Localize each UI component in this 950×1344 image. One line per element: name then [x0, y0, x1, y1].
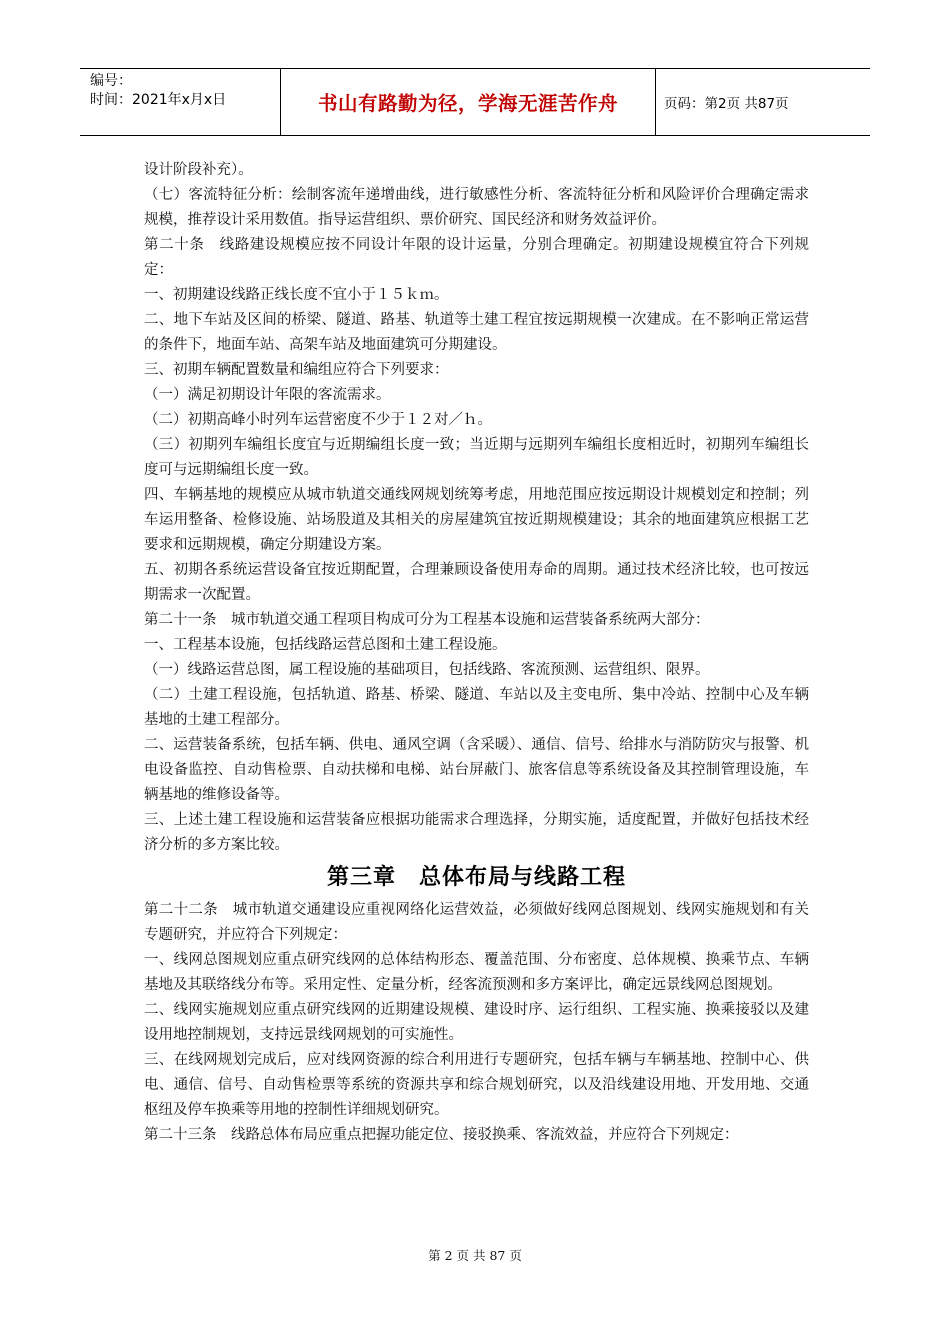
paragraph: 第二十三条 线路总体布局应重点把握功能定位、接驳换乘、客流效益，并应符合下列规定： — [144, 1127, 739, 1143]
paragraph: 三、上述土建工程设施和运营装备应根据功能需求合理选择，分期实施，适度配置，并做好包括技术经济分析的多方案比较。 — [144, 812, 809, 853]
document-body — [144, 158, 809, 1148]
paragraph: 一、初期建设线路正线长度不宜小于１５ｋｍ。 — [144, 287, 449, 303]
paragraph: 四、车辆基地的规模应从城市轨道交通线网规划统筹考虑，用地范围应按远期设计规模划定和控制；列车运用整备、检修设施、站场股道及其相关的房屋建筑宜按近期规模建设；其余的地面建筑应根据工艺要求和远期规模，确定分期建设方案。 — [144, 487, 809, 553]
paragraph: 第二十条 线路建设规模应按不同设计年限的设计运量，分别合理确定。初期建设规模宜符合下列规定： — [144, 237, 809, 278]
paragraph: （一）线路运营总图，属工程设施的基础项目，包括线路、客流预测、运营组织、限界。 — [144, 662, 710, 678]
paragraph: （三）初期列车编组长度宜与近期编组长度一致；当近期与远期列车编组长度相近时，初期列车编组长度可与远期编组长度一致。 — [144, 437, 809, 478]
paragraph: （七）客流特征分析：绘制客流年递增曲线，进行敏感性分析、客流特征分析和风险评价合理确定需求规模，推荐设计采用数值。指导运营组织、票价研究、国民经济和财务效益评价。 — [144, 187, 809, 228]
paragraph: 设计阶段补充）。 — [144, 162, 253, 178]
number-label: 编号： — [90, 73, 132, 89]
paragraph: 二、线网实施规划应重点研究线网的近期建设规模、建设时序、运行组织、工程实施、换乘接驳以及建设用地控制规划，支持远景线网规划的可实施性。 — [144, 1002, 809, 1043]
header-meta — [80, 69, 281, 135]
chapter-title: 第三章 总体布局与线路工程 — [326, 865, 626, 890]
time-label: 时间：2021年x月x日 — [90, 92, 227, 108]
paragraph: 一、线网总图规划应重点研究线网的总体结构形态、覆盖范围、分布密度、总体规模、换乘节点、车辆基地及其联络线分布等。采用定性、定量分析，经客流预测和多方案评比，确定远景线网总图规划。 — [144, 952, 809, 993]
paragraph: 二、运营装备系统，包括车辆、供电、通风空调（含采暖）、通信、信号、给排水与消防防灾与报警、机电设备监控、自动售检票、自动扶梯和电梯、站台屏蔽门、旅客信息等系统设备及其控制管理设施，车辆基地的维修设备等。 — [144, 737, 809, 803]
header-motto: 书山有路勤为径，学海无涯苦作舟 — [281, 69, 656, 135]
paragraph: 第二十一条 城市轨道交通工程项目构成可分为工程基本设施和运营装备系统两大部分： — [144, 612, 710, 628]
paragraph: （二）土建工程设施，包括轨道、路基、桥梁、隧道、车站以及主变电所、集中冷站、控制中心及车辆基地的土建工程部分。 — [144, 687, 809, 728]
header-page-info: 页码：第2页 共87页 — [664, 96, 789, 112]
paragraph: 三、在线网规划完成后，应对线网资源的综合利用进行专题研究，包括车辆与车辆基地、控制中心、供电、通信、信号、自动售检票等系统的资源共享和综合规划研究，以及沿线建设用地、开发用地、交通枢纽及停车换乘等用地的控制性详细规划研究。 — [144, 1052, 809, 1118]
page-header — [80, 68, 870, 136]
paragraph: 三、初期车辆配置数量和编组应符合下列要求： — [144, 362, 449, 378]
paragraph: 第二十二条 城市轨道交通建设应重视网络化运营效益，必须做好线网总图规划、线网实施规划和有关专题研究，并应符合下列规定： — [144, 902, 809, 943]
paragraph: 一、工程基本设施，包括线路运营总图和土建工程设施。 — [144, 637, 507, 653]
paragraph: 二、地下车站及区间的桥梁、隧道、路基、轨道等土建工程宜按远期规模一次建成。在不影响正常运营的条件下，地面车站、高架车站及地面建筑可分期建设。 — [144, 312, 809, 353]
paragraph: 五、初期各系统运营设备宜按近期配置，合理兼顾设备使用寿命的周期。通过技术经济比较，也可按远期需求一次配置。 — [144, 562, 809, 603]
paragraph: （二）初期高峰小时列车运营密度不少于１２对／ｈ。 — [144, 412, 492, 428]
paragraph: （一）满足初期设计年限的客流需求。 — [144, 387, 391, 403]
page-footer: 第 2 页 共 87 页 — [428, 1248, 522, 1263]
